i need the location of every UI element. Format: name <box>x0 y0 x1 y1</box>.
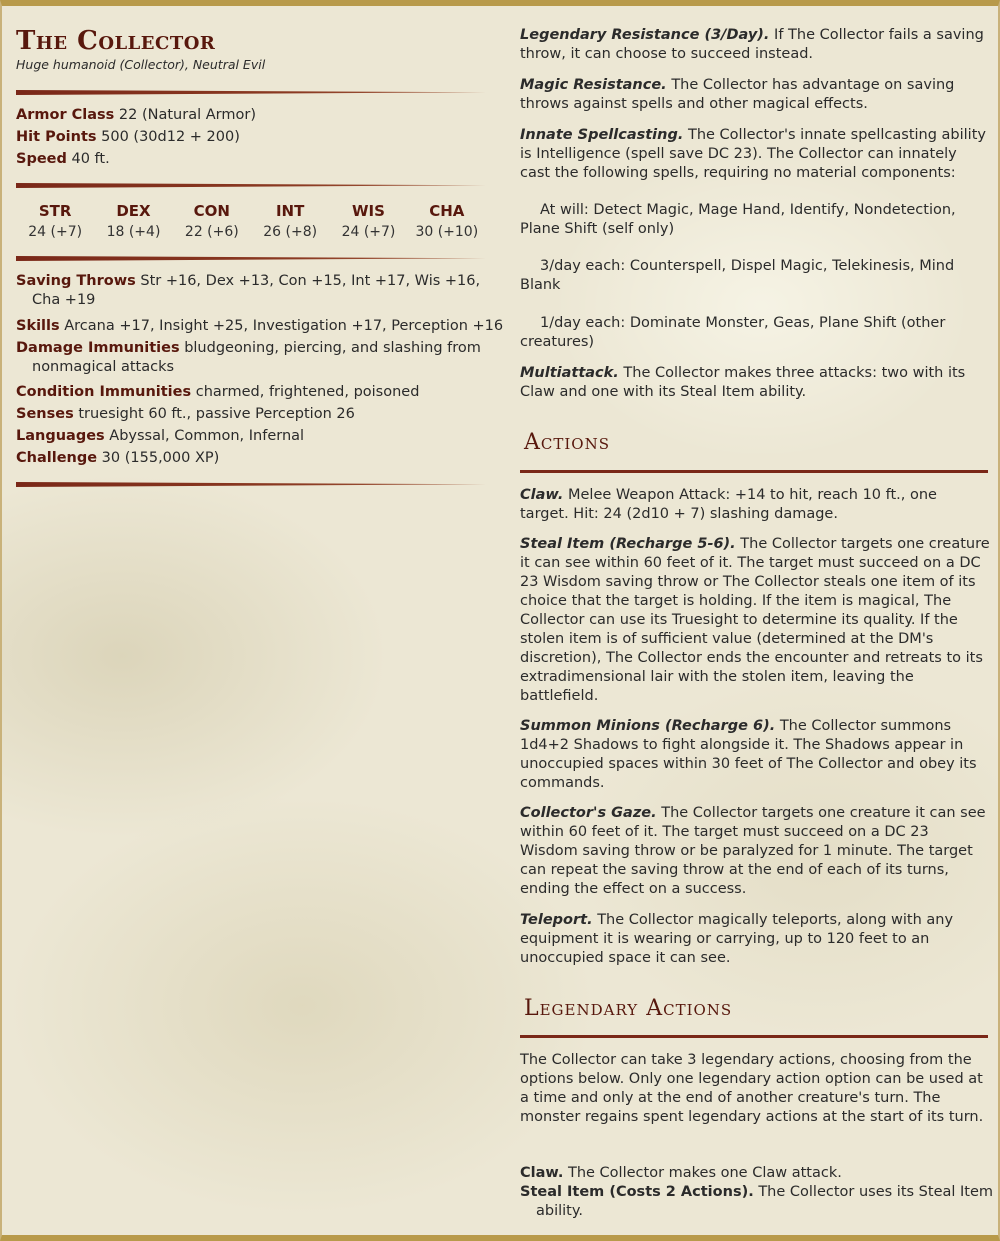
ability-name: CHA <box>429 202 465 220</box>
action-steal-item <box>520 535 990 706</box>
trait-name: Magic Resistance. <box>520 77 667 93</box>
trait-text: The Collector's innate spellcasting ability is Intelligence (spell save DC 23). The Collector can innately cast the following spells, requiring no material components: <box>520 127 986 181</box>
ability-name: STR <box>38 202 72 220</box>
legendary-actions-intro: The Collector can take 3 legendary actions, choosing from the options below. Only one legendary action option can be used at a time and only at the end of another creature's turn. The monster regains spent legendary actions at the start of its turn. <box>520 1052 984 1125</box>
challenge-label: Challenge <box>16 450 98 466</box>
skills-value: Arcana +17, Insight +25, Investigation +17, Perception +16 <box>64 318 504 334</box>
action-name: Summon Minions (Recharge 6). <box>520 718 776 734</box>
ability-score: 30 (+10) <box>415 224 479 240</box>
ability-name: WIS <box>352 202 385 220</box>
damage-immunities-line <box>16 339 502 377</box>
trait-multiattack <box>520 364 990 402</box>
action-name: Teleport. <box>520 912 593 928</box>
legendary-action-name: Claw. <box>520 1165 564 1181</box>
spells-three-per-day: 3/day each: Counterspell, Dispel Magic, Telekinesis, Mind Blank <box>520 258 955 293</box>
ability-name: INT <box>275 202 305 220</box>
trait-text: If The Collector fails a saving throw, it can choose to succeed instead. <box>520 27 984 62</box>
challenge-value: 30 (155,000 XP) <box>101 450 220 466</box>
senses-value: truesight 60 ft., passive Perception 26 <box>78 406 355 422</box>
monster-type-line: Huge humanoid (Collector), Neutral Evil <box>16 57 266 72</box>
speed-value: 40 ft. <box>71 151 110 167</box>
damage-immunities-label: Damage Immunities <box>16 340 180 356</box>
languages-value: Abyssal, Common, Infernal <box>109 428 305 444</box>
ability-str <box>16 201 94 243</box>
action-teleport <box>520 911 990 968</box>
ability-con <box>173 201 251 243</box>
ability-cha <box>408 201 486 243</box>
ability-name: DEX <box>116 202 151 220</box>
ability-score: 24 (+7) <box>28 224 83 240</box>
skills-line <box>16 316 503 336</box>
legendary-action-steal-item <box>520 1183 1000 1221</box>
action-name: Steal Item (Recharge 5-6). <box>520 536 736 552</box>
saving-throws-value: Str +16, Dex +13, Con +15, Int +17, Wis +16, Cha +19 <box>32 273 481 308</box>
armor-class-line <box>16 105 256 125</box>
trait-name: Multiattack. <box>520 365 619 381</box>
divider-bar <box>16 90 486 95</box>
divider-bar <box>16 256 486 261</box>
damage-immunities-value: bludgeoning, piercing, and slashing from nonmagical attacks <box>32 340 481 375</box>
speed-label: Speed <box>16 151 67 167</box>
languages-line <box>16 426 304 446</box>
action-name: Collector's Gaze. <box>520 805 657 821</box>
saving-throws-line <box>16 272 502 310</box>
legendary-actions-heading: Legendary Actions <box>524 996 733 1021</box>
condition-immunities-value: charmed, frightened, poisoned <box>195 384 420 400</box>
ability-score: 26 (+8) <box>263 224 318 240</box>
trait-name: Innate Spellcasting. <box>520 127 684 143</box>
languages-label: Languages <box>16 428 105 444</box>
legendary-action-name: Steal Item (Costs 2 Actions). <box>520 1184 754 1200</box>
action-text: Melee Weapon Attack: +14 to hit, reach 10 ft., one target. Hit: 24 (2d10 + 7) slashing damage. <box>520 487 937 522</box>
ability-score: 24 (+7) <box>341 224 396 240</box>
saving-throws-label: Saving Throws <box>16 273 136 289</box>
trait-name: Legendary Resistance (3/Day). <box>520 27 770 43</box>
ability-name: CON <box>193 202 230 220</box>
trait-text: The Collector makes three attacks: two with its Claw and one with its Steal Item ability. <box>520 365 966 400</box>
actions-rule <box>520 470 988 473</box>
action-claw <box>520 486 990 524</box>
action-text: The Collector magically teleports, along with any equipment it is wearing or carrying, up to 120 feet to an unoccupied space it can see. <box>520 912 954 966</box>
action-name: Claw. <box>520 487 564 503</box>
legendary-action-text: The Collector makes one Claw attack. <box>567 1165 842 1181</box>
actions-heading: Actions <box>524 430 610 455</box>
ability-score: 18 (+4) <box>106 224 161 240</box>
legendary-action-claw <box>520 1164 1000 1183</box>
spells-one-per-day: 1/day each: Dominate Monster, Geas, Plane Shift (other creatures) <box>520 315 946 350</box>
ability-wis <box>329 201 407 243</box>
trait-legendary-resistance <box>520 26 990 64</box>
senses-label: Senses <box>16 406 74 422</box>
legendary-action-text: The Collector uses its Steal Item ability. <box>536 1184 994 1219</box>
trait-innate-spellcasting <box>520 126 990 183</box>
action-summon-minions <box>520 717 990 793</box>
condition-immunities-label: Condition Immunities <box>16 384 192 400</box>
speed-line <box>16 149 110 169</box>
trait-magic-resistance <box>520 76 990 114</box>
legendary-actions-rule <box>520 1035 988 1038</box>
hit-points-line <box>16 127 240 147</box>
challenge-line <box>16 448 219 468</box>
ability-dex <box>94 201 172 243</box>
ability-score: 22 (+6) <box>184 224 239 240</box>
armor-class-value: 22 (Natural Armor) <box>118 107 256 123</box>
condition-immunities-line <box>16 382 419 402</box>
trait-text: The Collector has advantage on saving throws against spells and other magical effects. <box>520 77 955 112</box>
spells-at-will: At will: Detect Magic, Mage Hand, Identify, Nondetection, Plane Shift (self only) <box>520 202 956 237</box>
hit-points-value: 500 (30d12 + 200) <box>101 129 240 145</box>
skills-label: Skills <box>16 318 60 334</box>
hit-points-label: Hit Points <box>16 129 97 145</box>
action-text: The Collector targets one creature it can see within 60 feet of it. The target must succeed on a DC 23 Wisdom saving throw or be paralyzed for 1 minute. The target can repeat the saving throw at the end of each of its turns, ending the effect on a success. <box>520 805 986 897</box>
ability-scores <box>16 201 486 243</box>
action-text: The Collector targets one creature it can see within 60 feet of it. The target must succeed on a DC 23 Wisdom saving throw or The Collector steals one item of its choice that the target is holding. If the item is magical, The Collector can use its Truesight to determine its quality. If the stolen item is of sufficient value (determined at the DM's discretion), The Collector ends the encounter and retreats to its extradimensional lair with the stolen item, leaving the battlefield. <box>520 536 990 704</box>
monster-name: The Collector <box>16 26 216 56</box>
action-collectors-gaze <box>520 804 990 899</box>
senses-line <box>16 404 355 424</box>
divider-bar <box>16 183 486 188</box>
armor-class-label: Armor Class <box>16 107 115 123</box>
divider-bar <box>16 482 486 487</box>
ability-int <box>251 201 329 243</box>
action-text: The Collector summons 1d4+2 Shadows to fight alongside it. The Shadows appear in unoccupied spaces within 30 feet of The Collector and obey its commands. <box>520 718 977 791</box>
